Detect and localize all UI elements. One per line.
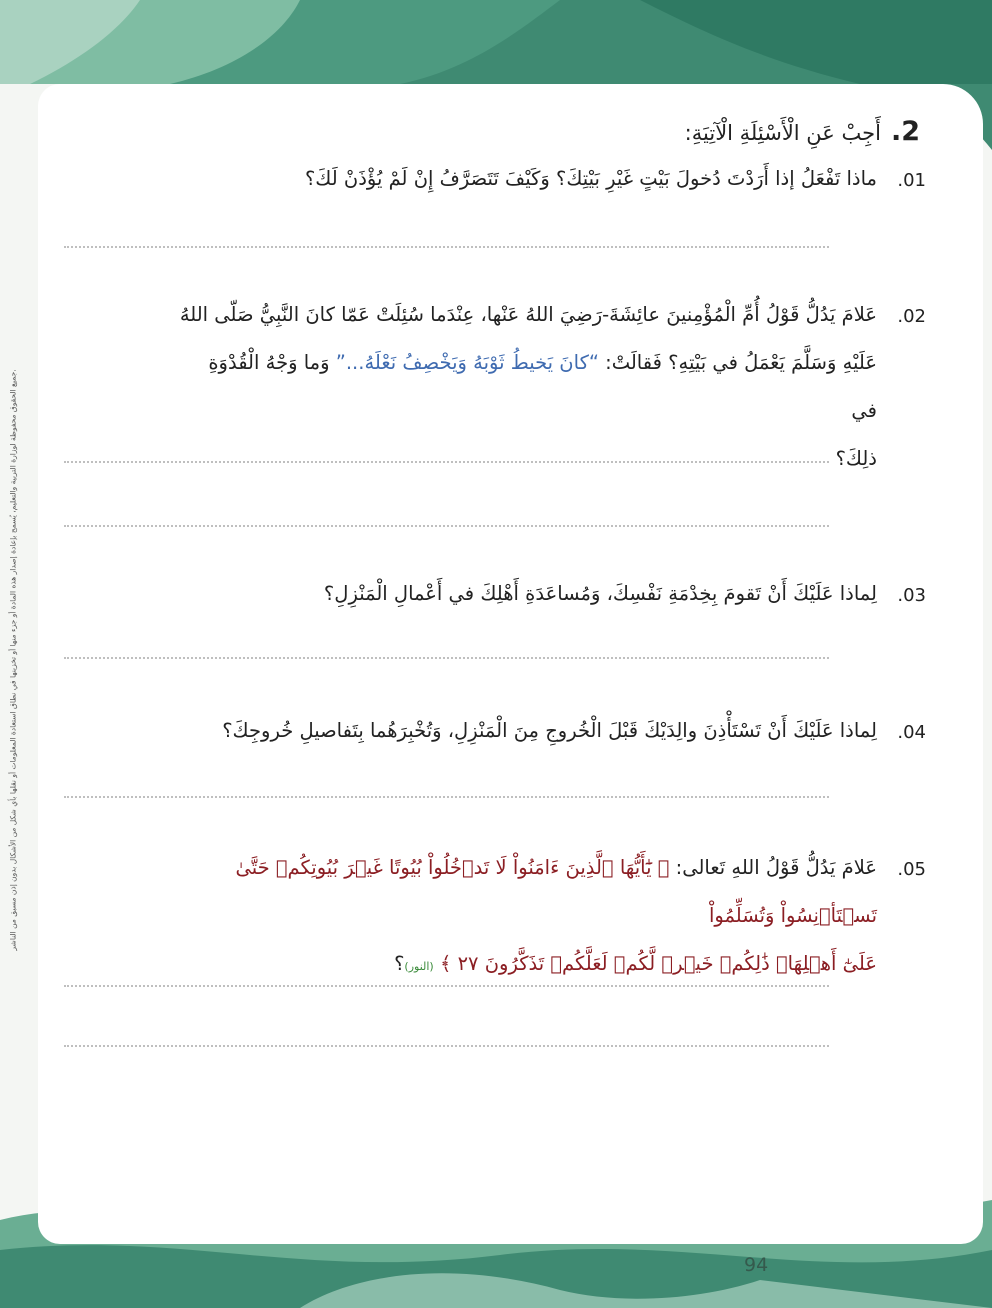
question-1-number: .01 <box>897 170 926 191</box>
answer-line[interactable] <box>64 796 829 798</box>
page-number: 94 <box>744 1254 769 1276</box>
question-5-number: .05 <box>897 859 926 880</box>
section-title: أَجِبْ عَنِ الْأَسْئِلَةِ الْآتِيَةِ: <box>684 121 881 145</box>
quran-verse-part-1: ﴿ يَٰٓأَيُّهَا ٱلَّذِينَ ءَامَنُواْ لَا تَدۡخُلُواْ بُيُوتًا غَيۡرَ بُيُوتِكُمۡ حَتَّىٰ تَسۡتَأۡنِسُواْ وَتُسَلِّمُواْ <box>235 856 877 927</box>
answer-line[interactable] <box>64 1045 829 1047</box>
answer-line[interactable] <box>64 657 829 659</box>
surah-reference: (النور) <box>404 960 434 973</box>
question-1-text: ماذا تَفْعَلُ إذا أَرَدْتَ دُخولَ بَيْتٍ غَيْرِ بَيْتِكَ؟ وَكَيْفَ تَتَصَرَّفُ إِنْ لَمْ يُؤْذَنْ لَكَ؟ <box>304 167 877 190</box>
question-2-text <box>177 291 877 483</box>
question-2-number: .02 <box>897 306 926 327</box>
question-5-line-2: عَلَىٰٓ أَهۡلِهَاۚ ذَٰلِكُمۡ خَيۡرٞ لَّكُمۡ لَعَلَّكُمۡ تَذَكَّرُونَ ٢٧ ﴾ (النور)؟ <box>394 952 877 975</box>
question-4-number: .04 <box>897 722 926 743</box>
section-number: 2. <box>890 116 920 147</box>
hadith-quote: “كانَ يَخيطُ ثَوْبَهُ وَيَخْصِفُ نَعْلَهُ...” <box>335 351 599 374</box>
answer-line[interactable] <box>64 246 829 248</box>
question-3-text: لِماذا عَلَيْكَ أَنْ تَقومَ بِخِدْمَةِ نَفْسِكَ، وَمُساعَدَةِ أَهْلِكَ في أَعْمالِ الْمَنْزِلِ؟ <box>323 582 877 605</box>
answer-line[interactable] <box>64 525 829 527</box>
answer-line[interactable] <box>64 985 829 987</box>
question-2-line-3: ذلِكَ؟ <box>835 447 877 470</box>
answer-line[interactable] <box>64 461 829 463</box>
copyright-sidenote: جميع الحقوق محفوظة لوزارة التربية والتعليم، يُسمح بإعادة إصدار هذه المادة أو جزء منها أو تخزينها في نطاق استعادة المعلومات أو نقلها بأي شكل من الأشكال بدون إذن مسبق من الناشر. <box>8 369 18 951</box>
question-5-line-1: عَلامَ يَدُلُّ قَوْلُ اللهِ تَعالى: ﴿ يَٰٓأَيُّهَا ٱلَّذِينَ ءَامَنُواْ لَا تَدۡخُلُواْ بُيُوتًا غَيۡرَ بُيُوتِكُمۡ حَتَّىٰ تَسۡتَأۡنِسُواْ وَتُسَلِّمُواْ <box>235 856 877 927</box>
quran-verse-part-2: عَلَىٰٓ أَهۡلِهَاۚ ذَٰلِكُمۡ خَيۡرٞ لَّكُمۡ لَعَلَّكُمۡ تَذَكَّرُونَ ٢٧ ﴾ <box>439 952 877 975</box>
question-5-text <box>177 844 877 991</box>
question-2-line-1: عَلامَ يَدُلُّ قَوْلُ أُمِّ الْمُؤْمِنينَ عائِشَةَ-رَضِيَ اللهُ عَنْها، عِنْدَما سُئِلَتْ عَمّا كانَ النَّبِيُّ صَلّى اللهُ <box>179 303 877 326</box>
question-3-number: .03 <box>897 585 926 606</box>
worksheet-card <box>38 84 983 1244</box>
question-2-line-2: عَلَيْهِ وَسَلَّمَ يَعْمَلُ في بَيْتِهِ؟ فَقالَتْ: “كانَ يَخيطُ ثَوْبَهُ وَيَخْصِفُ نَعْلَهُ...” وَما وَجْهُ الْقُدْوَةِ في <box>208 351 877 422</box>
question-4-text: لِماذا عَلَيْكَ أَنْ تَسْتَأْذِنَ والِدَيْكَ قَبْلَ الْخُروجِ مِنَ الْمَنْزِلِ، وَتُخْبِرَهُما بِتَفاصيلِ خُروجِكَ؟ <box>222 719 877 742</box>
section-heading <box>685 116 920 147</box>
